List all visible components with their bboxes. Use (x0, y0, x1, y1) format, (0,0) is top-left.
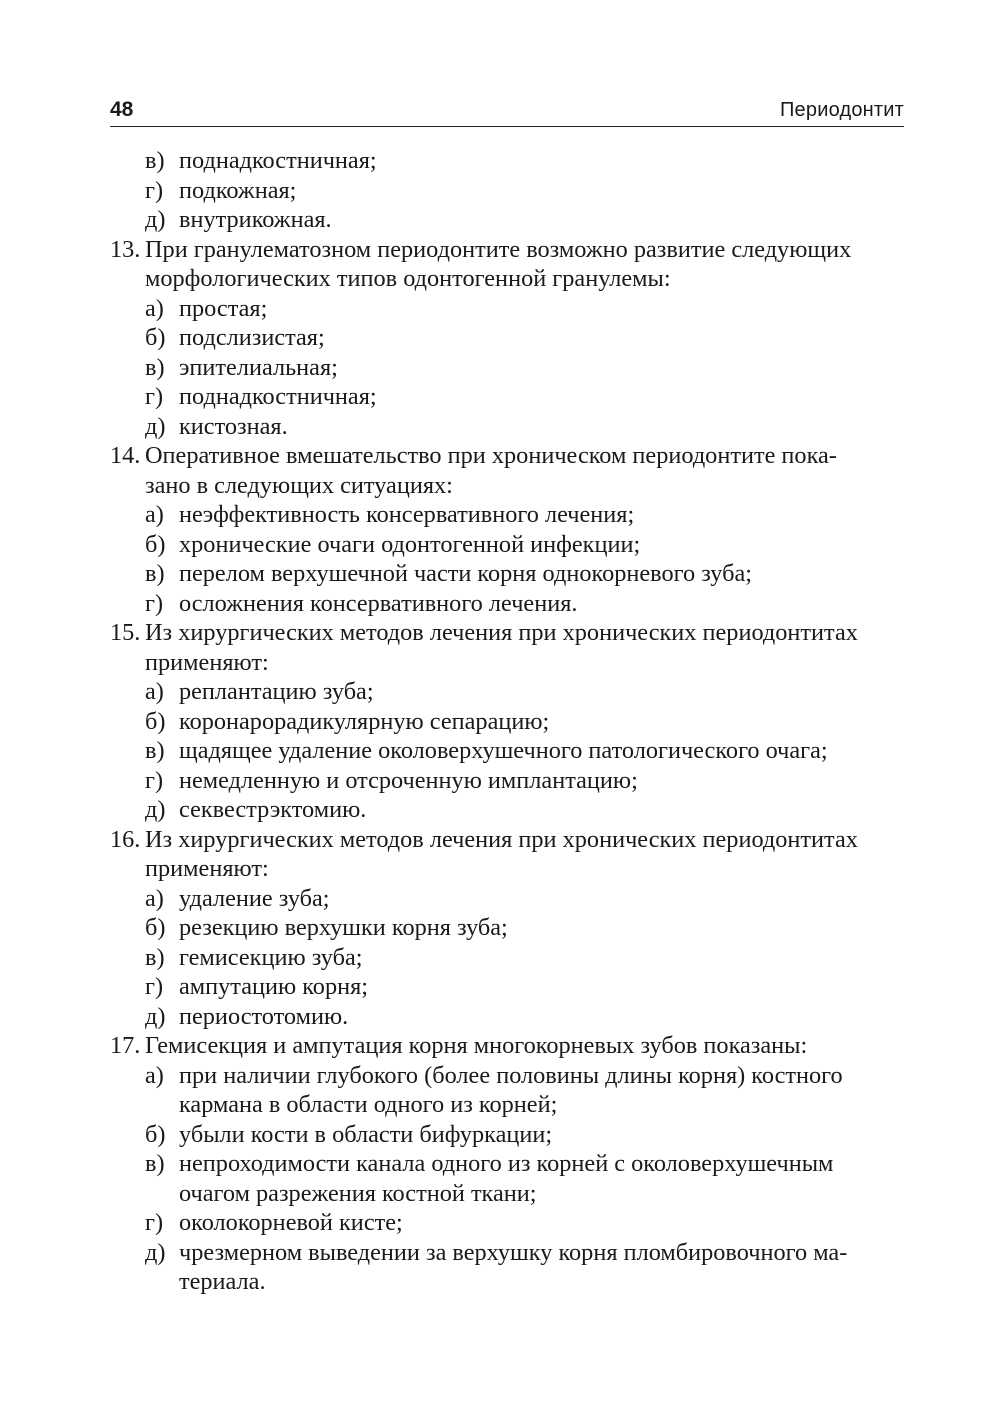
option-text: чрезмерном выведении за верхушку корня пломбировочного ма- (179, 1238, 848, 1266)
option-text: реплантацию зуба; (179, 678, 374, 705)
question-line (110, 825, 904, 855)
option-letter: в) (145, 353, 165, 381)
option-text: перелом верхушечной части корня однокорневого зуба; (179, 560, 753, 587)
option-line (110, 294, 904, 324)
option-text: подкожная; (179, 176, 297, 204)
option-text: гемисекцию зуба; (179, 943, 363, 971)
question-line (110, 441, 904, 471)
option-letter: а) (145, 294, 164, 322)
page-content (110, 146, 904, 1297)
option-text: при наличии глубокого (более половины длины корня) костного (179, 1061, 843, 1089)
question-line (110, 1031, 904, 1061)
question-line (110, 618, 904, 648)
option-letter: в) (145, 1150, 165, 1177)
page-header (110, 94, 904, 127)
question-text: применяют: (145, 855, 269, 882)
option-text: кармана в области одного из корней; (179, 1091, 558, 1118)
option-line (110, 1120, 904, 1150)
option-letter: г) (145, 766, 164, 794)
option-text: периостотомию. (179, 1002, 349, 1030)
option-letter: г) (145, 176, 164, 204)
option-line (110, 943, 904, 973)
option-text: эпителиальная; (179, 353, 338, 381)
option-text: резекцию верхушки корня зуба; (179, 914, 508, 941)
question-number: 16. (110, 825, 141, 853)
option-letter: в) (145, 737, 165, 764)
option-line (110, 1238, 904, 1268)
option-text: подслизистая; (179, 324, 325, 351)
question-line (110, 235, 904, 265)
option-line (110, 913, 904, 943)
option-line (110, 176, 904, 206)
option-text: удаление зуба; (179, 884, 330, 912)
option-letter: д) (145, 412, 166, 440)
question-text: При гранулематозном периодонтите возможно развитие следующих (145, 235, 852, 263)
option-text: внутрикожная. (179, 206, 332, 233)
option-letter: а) (145, 501, 164, 528)
question-line (110, 471, 904, 501)
option-text: коронарорадикулярную сепарацию; (179, 707, 550, 735)
option-letter: б) (145, 530, 166, 558)
option-text: немедленную и отсроченную имплантацию; (179, 766, 638, 794)
option-letter: а) (145, 678, 164, 705)
option-line (110, 795, 904, 825)
question-line (110, 854, 904, 884)
option-text: ампутацию корня; (179, 973, 369, 1000)
question-text: Оперативное вмешательство при хроническом периодонтите пока- (145, 442, 837, 469)
option-letter: б) (145, 324, 166, 351)
option-line (110, 1179, 904, 1209)
option-text: неэффективность консервативного лечения; (179, 501, 635, 528)
question-text: Из хирургических методов лечения при хронических периодонтитах (145, 619, 858, 646)
question-text: Из хирургических методов лечения при хронических периодонтитах (145, 825, 858, 853)
option-text: секвестрэктомию. (179, 796, 367, 823)
option-line (110, 323, 904, 353)
question-line (110, 648, 904, 678)
option-line (110, 205, 904, 235)
question-text: применяют: (145, 648, 269, 676)
running-title: Периодонтит (779, 99, 904, 121)
question-number: 15. (110, 619, 141, 646)
option-letter: д) (145, 796, 166, 823)
option-text: поднадкостничная; (179, 383, 377, 410)
option-line (110, 707, 904, 737)
option-line (110, 500, 904, 530)
option-line (110, 382, 904, 412)
option-line (110, 559, 904, 589)
option-letter: б) (145, 914, 166, 941)
option-letter: г) (145, 383, 164, 410)
option-line (110, 972, 904, 1002)
option-text: осложнения консервативного лечения. (179, 589, 578, 617)
option-letter: а) (145, 1061, 164, 1089)
option-line (110, 412, 904, 442)
option-text: околокорневой кисте; (179, 1209, 403, 1236)
option-line (110, 1090, 904, 1120)
option-line (110, 884, 904, 914)
option-line (110, 1061, 904, 1091)
question-number: 14. (110, 442, 141, 469)
option-letter: в) (145, 560, 165, 587)
option-letter: г) (145, 589, 164, 617)
option-line (110, 353, 904, 383)
question-text: зано в следующих ситуациях: (145, 471, 453, 499)
option-line (110, 766, 904, 796)
question-number: 13. (110, 235, 141, 263)
option-letter: в) (145, 943, 165, 971)
option-letter: д) (145, 1002, 166, 1030)
question-text: Гемисекция и ампутация корня многокорневых зубов показаны: (145, 1032, 808, 1059)
option-text: простая; (179, 294, 268, 322)
option-line (110, 677, 904, 707)
option-text: очагом разрежения костной ткани; (179, 1179, 537, 1207)
option-text: убыли кости в области бифуркации; (179, 1120, 553, 1148)
option-line (110, 1149, 904, 1179)
question-number: 17. (110, 1032, 141, 1059)
option-line (110, 1002, 904, 1032)
option-line (110, 589, 904, 619)
page-number: 48 (110, 98, 134, 121)
option-line (110, 1208, 904, 1238)
option-letter: в) (145, 147, 165, 174)
question-text: морфологических типов одонтогенной гранулемы: (145, 265, 671, 292)
option-line (110, 736, 904, 766)
option-letter: г) (145, 1209, 164, 1236)
option-text: териала. (179, 1268, 266, 1295)
question-line (110, 264, 904, 294)
option-text: непроходимости канала одного из корней с околоверхушечным (179, 1150, 834, 1177)
option-letter: б) (145, 707, 166, 735)
option-text: хронические очаги одонтогенной инфекции; (179, 530, 641, 558)
option-letter: а) (145, 884, 164, 912)
option-letter: г) (145, 973, 164, 1000)
option-line (110, 146, 904, 176)
option-text: кистозная. (179, 412, 288, 440)
option-text: щадящее удаление околоверхушечного патологического очага; (179, 737, 828, 764)
option-line (110, 530, 904, 560)
option-text: поднадкостничная; (179, 147, 377, 174)
option-letter: б) (145, 1120, 166, 1148)
option-letter: д) (145, 1238, 166, 1266)
option-line (110, 1267, 904, 1297)
option-letter: д) (145, 206, 166, 233)
